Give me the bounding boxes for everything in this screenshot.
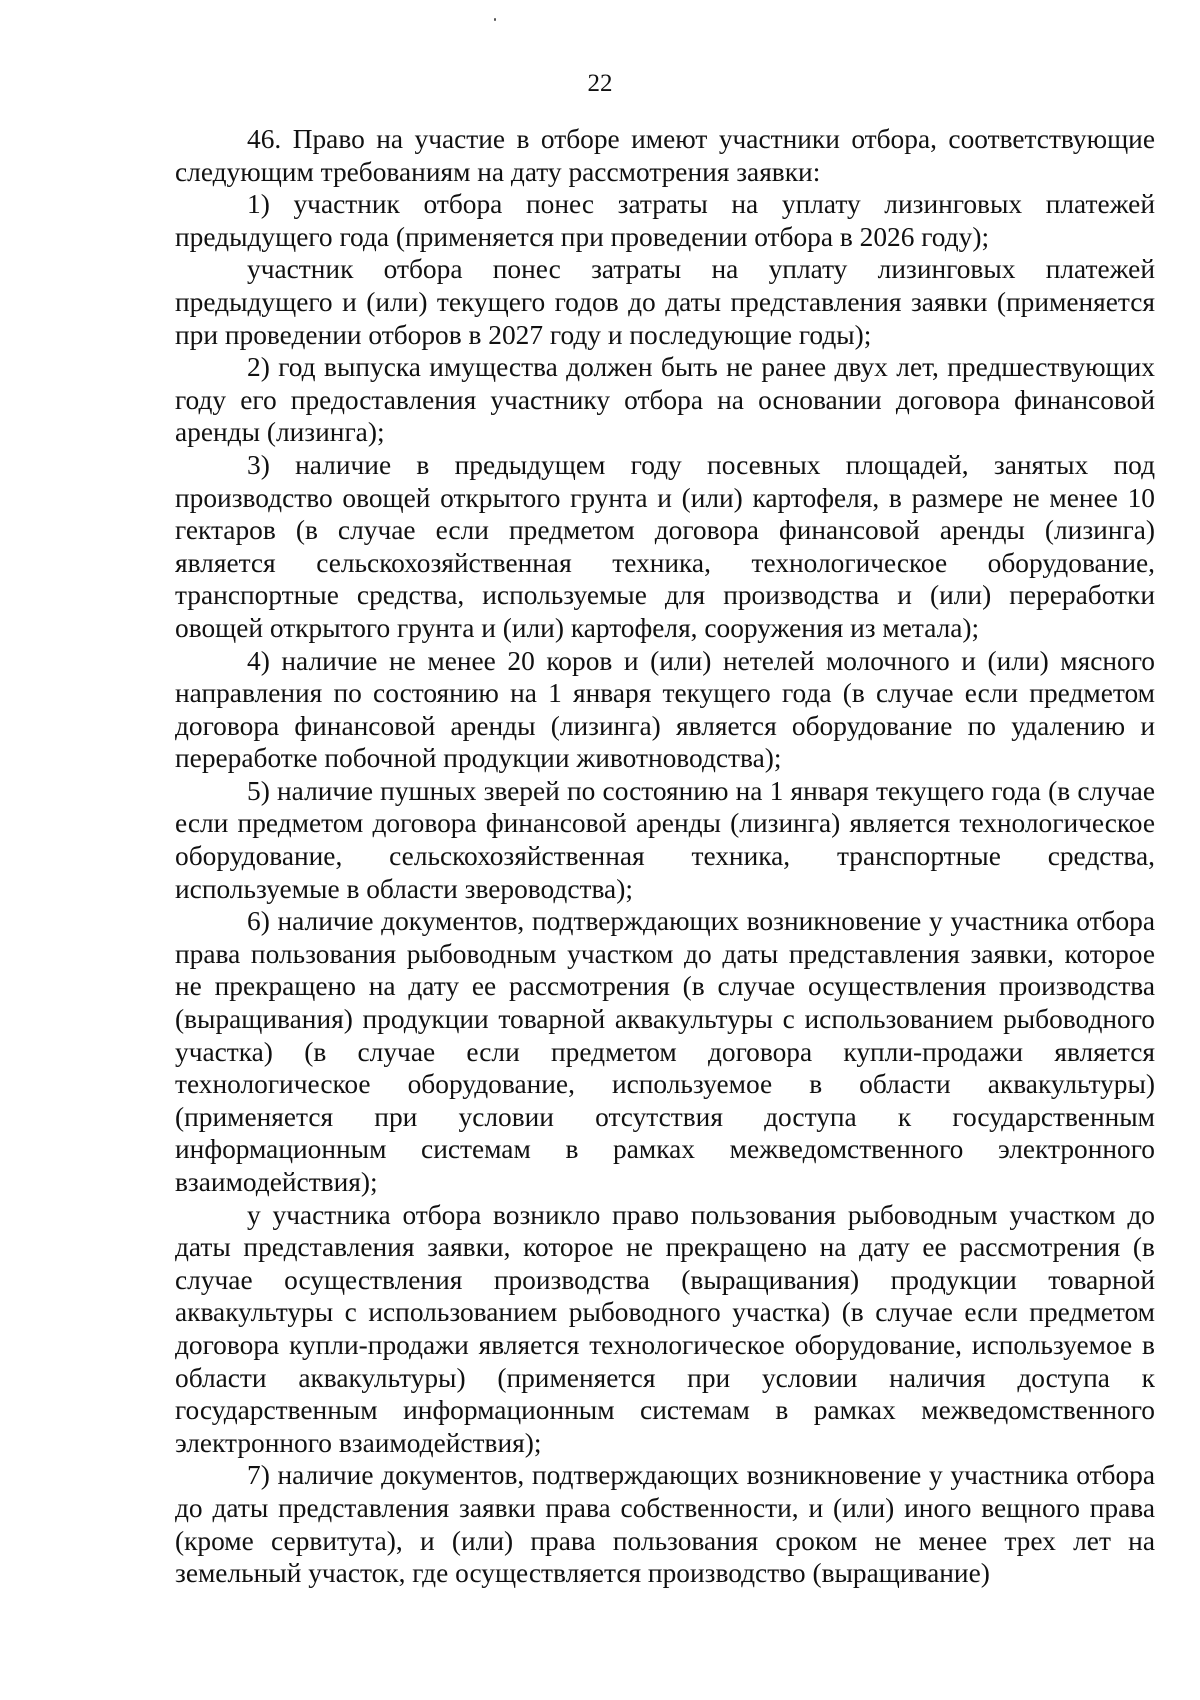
page-number: 22: [587, 70, 613, 97]
paragraph-item-2: 2) год выпуска имущества должен быть не ранее двух лет, предшествующих году его предоставления участнику отбора на основании договора финансовой аренды (лизинга);: [175, 352, 1155, 448]
document-body: [175, 123, 1155, 1590]
paragraph-item-1: 1) участник отбора понес затраты на уплату лизинговых платежей предыдущего года (применяется при проведении отбора в 2026 году);: [175, 189, 1155, 252]
paragraph-item-7: 7) наличие документов, подтверждающих возникновение у участника отбора до даты представления заявки права собственности, и (или) иного вещного права (кроме сервитута), и (или) права пользования сроком не менее трех лет на земельный участок, где осуществляется производство (выращивание): [175, 1460, 1155, 1589]
paragraph-item-6-alt: у участника отбора возникло право пользования рыбоводным участком до даты представления заявки, которое не прекращено на дату ее рассмотрения (в случае осуществления производства (выращивания) продукции товарной аквакультуры с использованием рыбоводного участка) (в случае если предметом договора купли-продажи является технологическое оборудование, используемое в области аквакультуры) (применяется при условии наличия доступа к государственным информационным системам в рамках межведомственного электронного взаимодействия);: [175, 1199, 1155, 1458]
paragraph-item-1-alt: участник отбора понес затраты на уплату лизинговых платежей предыдущего и (или) текущего годов до даты представления заявки (применяется при проведении отборов в 2027 году и последующие годы);: [175, 254, 1155, 350]
scan-speck: [494, 18, 496, 21]
paragraph-item-4: 4) наличие не менее 20 коров и (или) нетелей молочного и (или) мясного направления по состоянию на 1 января текущего года (в случае если предметом договора финансовой аренды (лизинга) является оборудование по удалению и переработке побочной продукции животноводства);: [175, 645, 1155, 774]
paragraph-item-3: 3) наличие в предыдущем году посевных площадей, занятых под производство овощей открытого грунта и (или) картофеля, в размере не менее 10 гектаров (в случае если предметом договора финансовой аренды (лизинга) является сельскохозяйственная техника, технологическое оборудование, транспортные средства, используемые для производства и (или) переработки овощей открытого грунта и (или) картофеля, сооружения из метала);: [175, 449, 1155, 643]
paragraph-46: 46. Право на участие в отборе имеют участники отбора, соответствующие следующим требованиям на дату рассмотрения заявки:: [175, 124, 1155, 187]
paragraph-item-5: 5) наличие пушных зверей по состоянию на 1 января текущего года (в случае если предметом договора финансовой аренды (лизинга) является технологическое оборудование, сельскохозяйственная техника, транспортные средства, используемые в области звероводства);: [175, 775, 1155, 904]
paragraph-item-6: 6) наличие документов, подтверждающих возникновение у участника отбора права пользования рыбоводным участком до даты представления заявки, которое не прекращено на дату ее рассмотрения (в случае осуществления производства (выращивания) продукции товарной аквакультуры с использованием рыбоводного участка) (в случае если предметом договора купли-продажи является технологическое оборудование, используемое в области аквакультуры) (применяется при условии отсутствия доступа к государственным информационным системам в рамках межведомственного электронного взаимодействия);: [175, 906, 1155, 1197]
